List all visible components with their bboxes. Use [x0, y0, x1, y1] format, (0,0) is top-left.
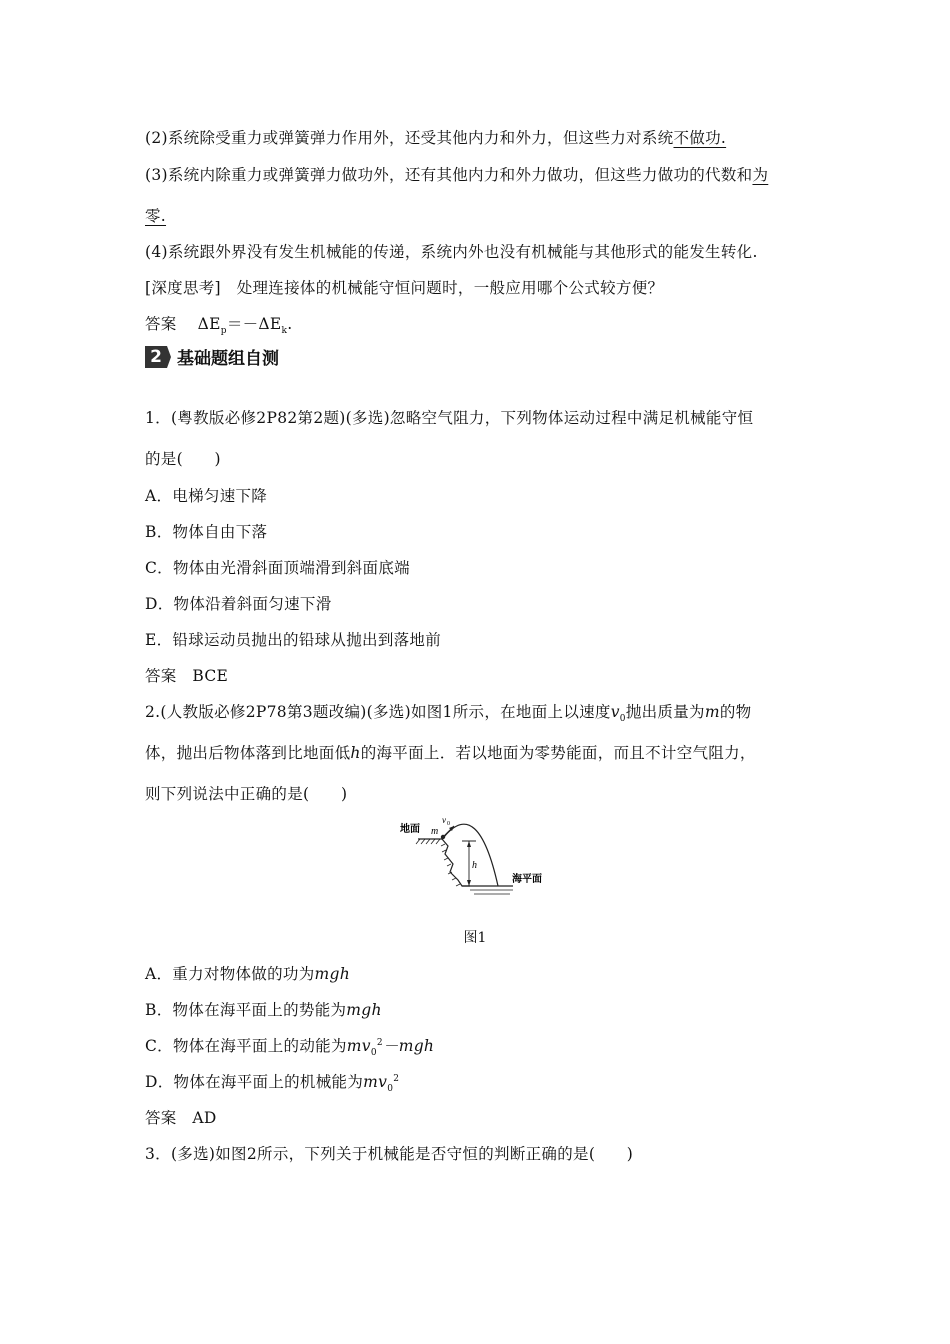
velocity-label: v: [442, 815, 446, 825]
q2-stem-line2: [145, 741, 756, 763]
option-expr: mv: [346, 1037, 371, 1055]
deep-thinking-answer: [145, 312, 293, 336]
section-header: [145, 344, 279, 369]
condition-3-underlined-cont: 零.: [145, 207, 167, 225]
q3-stem: 3．(多选)如图2所示，下列关于机械能是否守恒的判断正确的是( ): [145, 1145, 634, 1163]
q2-text: 的物: [719, 703, 752, 721]
condition-2-underlined: 不做功.: [673, 129, 727, 147]
option-text: C．物体在海平面上的动能为: [145, 1037, 347, 1055]
ground-label: 地面: [400, 824, 420, 835]
condition-3: [145, 163, 768, 185]
q2-option-d: [145, 1070, 399, 1094]
q2-var-sub: 0: [619, 714, 626, 725]
q2-var-v: v: [610, 703, 620, 721]
answer-part: ΔE: [197, 315, 221, 333]
condition-3-text: (3)系统内除重力或弹簧弹力做功外，还有其他内力和外力做功，但这些力做功的代数和: [145, 166, 753, 184]
option-sup: 2: [393, 1073, 400, 1084]
q2-stem-line3: 则下列说法中正确的是( ): [145, 785, 348, 803]
option-expr: －mgh: [382, 1037, 435, 1055]
answer-part: .: [287, 315, 293, 333]
option-sub: 0: [387, 1084, 394, 1095]
answer-part: ＝－ΔE: [226, 315, 282, 333]
q2-text: 体，抛出后物体落到比地面低: [145, 744, 351, 762]
option-expr: mgh: [346, 1001, 382, 1019]
option-expr: mgh: [314, 965, 351, 983]
option-text: D．物体在海平面上的机械能为: [145, 1073, 364, 1091]
condition-3-underlined: 为: [752, 166, 769, 184]
q2-text: 抛出质量为: [625, 703, 705, 721]
q1-option-d: D．物体沿着斜面匀速下滑: [145, 595, 332, 613]
q1-option-b: B．物体自由下落: [145, 523, 268, 541]
figure-1-caption: 图1: [463, 930, 487, 946]
option-sup: 2: [376, 1037, 383, 1048]
condition-2-text: (2)系统除受重力或弹簧弹力作用外，还受其他内力和外力，但这些力对系统: [145, 129, 674, 147]
trajectory-curve: [444, 824, 498, 886]
q1-answer: [145, 664, 228, 686]
q1-stem-line2: 的是( ): [145, 450, 221, 468]
condition-4: (4)系统跟外界没有发生机械能的传递，系统内外也没有机械能与其他形式的能发生转化.: [145, 243, 758, 261]
q2-stem-line1: [145, 700, 751, 724]
answer-value: AD: [192, 1109, 217, 1127]
q2-option-b: [145, 998, 382, 1020]
deep-thinking: [深度思考] 处理连接体的机械能守恒问题时，一般应用哪个公式较方便？: [145, 279, 664, 297]
figure-1-diagram: [398, 814, 558, 904]
figure-1: [398, 814, 558, 904]
object-ball: [441, 835, 445, 839]
q2-var-h: h: [350, 744, 361, 762]
q2-answer: [145, 1106, 217, 1128]
cliff-edge: [442, 839, 470, 886]
section-number-badge: 2: [145, 346, 167, 368]
option-text: A．重力对物体做的功为: [145, 965, 315, 983]
height-label: h: [472, 860, 477, 871]
option-expr: mv: [363, 1073, 388, 1091]
condition-2: [145, 126, 726, 148]
q2-option-a: [145, 962, 350, 984]
answer-sub: p: [220, 326, 227, 337]
option-text: B．物体在海平面上的势能为: [145, 1001, 347, 1019]
condition-3-cont: [145, 204, 166, 226]
answer-label: 答案: [145, 315, 177, 333]
q2-option-c: [145, 1034, 434, 1058]
q1-option-c: C．物体由光滑斜面顶端滑到斜面底端: [145, 559, 410, 577]
answer-value: BCE: [192, 667, 229, 685]
q2-var-m: m: [704, 703, 720, 721]
section-title: 基础题组自测: [177, 349, 279, 369]
answer-label: 答案: [145, 667, 177, 685]
q2-text: 2.(人教版必修2P78第3题改编)(多选)如图1所示，在地面上以速度: [145, 703, 611, 721]
q1-stem-line1: 1．(粤教版必修2P82第2题)(多选)忽略空气阻力，下列物体运动过程中满足机械能守恒: [145, 409, 754, 427]
velocity-sub-label: 0: [447, 821, 450, 827]
q1-option-e: E．铅球运动员抛出的铅球从抛出到落地前: [145, 631, 442, 649]
q2-text: 的海平面上．若以地面为零势能面，而且不计空气阻力，: [360, 744, 756, 762]
answer-label: 答案: [145, 1109, 177, 1127]
q1-option-a: A．电梯匀速下降: [145, 487, 268, 505]
sea-label: 海平面: [512, 874, 542, 885]
option-sub: 0: [370, 1048, 377, 1059]
ground-hatching: [416, 839, 440, 844]
answer-sub: k: [281, 326, 288, 337]
mass-label: m: [431, 826, 439, 837]
